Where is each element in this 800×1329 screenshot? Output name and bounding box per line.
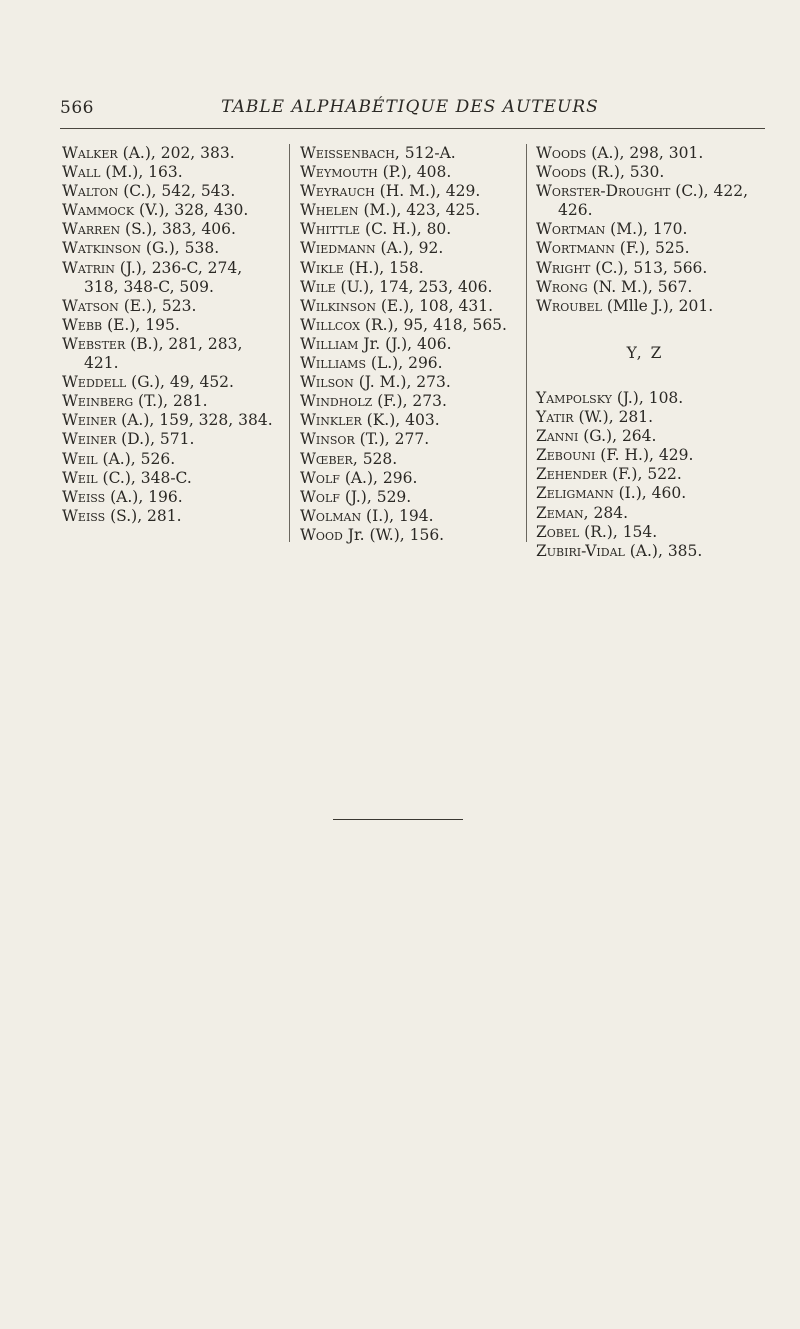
- author-name: Zobel: [536, 522, 580, 541]
- page-references: (A.), 196.: [105, 487, 183, 506]
- index-entry: [300, 278, 525, 297]
- index-entry: [300, 526, 525, 545]
- author-name: Weinberg: [62, 392, 134, 411]
- author-name: Weiner: [62, 411, 117, 430]
- column-divider: [526, 144, 527, 542]
- author-name: Wikle: [300, 258, 344, 277]
- page-references: (V.), 328, 430.: [134, 201, 249, 220]
- index-entry: [536, 504, 764, 523]
- page-number: 566: [60, 98, 94, 118]
- index-entry: [62, 411, 280, 430]
- index-entry: [300, 144, 525, 163]
- index-entry: [62, 239, 280, 258]
- page-references: (K.), 403.: [361, 411, 440, 430]
- index-entry: [536, 297, 764, 316]
- page-references: (C. H.), 80.: [360, 220, 452, 239]
- index-entry: [536, 239, 764, 258]
- footer-rule: [333, 819, 463, 820]
- page-references: (M.), 170.: [605, 220, 688, 239]
- page-references: (D.), 571.: [116, 430, 195, 449]
- index-entry: [62, 469, 280, 488]
- index-entry: [536, 163, 764, 182]
- page-references: (N. M.), 567.: [587, 277, 693, 296]
- page-references: (M.), 423, 425.: [358, 201, 481, 220]
- author-name: Yampolsky: [536, 388, 612, 407]
- page-references: (J.), 236-C, 274, 318, 348-C, 509.: [84, 258, 243, 296]
- author-name: Woods: [536, 144, 587, 162]
- index-entry: [300, 335, 525, 354]
- index-entry: [300, 373, 525, 392]
- author-name: Winkler: [300, 411, 362, 430]
- index-column-2: [300, 144, 525, 545]
- author-name: Wile: [300, 277, 336, 296]
- page-references: (F.), 273.: [372, 392, 447, 411]
- index-entry: [300, 220, 525, 239]
- page-references: Jr. (W.), 156.: [342, 525, 445, 544]
- page-references: (R.), 154.: [579, 522, 658, 541]
- page-references: (E.), 523.: [118, 296, 197, 315]
- page-references: (G.), 49, 452.: [126, 373, 234, 392]
- index-entry: [300, 488, 525, 507]
- page-references: Jr. (J.), 406.: [358, 334, 452, 353]
- index-entry: [536, 259, 764, 278]
- index-entry: [62, 144, 280, 163]
- author-name: Walker: [62, 144, 118, 162]
- author-name: Wroubel: [536, 296, 602, 315]
- author-name: Willcox: [300, 315, 360, 334]
- author-name: Watkinson: [62, 239, 141, 258]
- index-entry: [300, 201, 525, 220]
- author-name: Wortmann: [536, 239, 615, 258]
- author-name: Watrin: [62, 258, 115, 277]
- page-references: (A.), 526.: [97, 449, 176, 468]
- index-entry: [536, 465, 764, 484]
- author-name: Whittle: [300, 220, 361, 239]
- index-entry: [62, 507, 280, 526]
- index-entry: [536, 446, 764, 465]
- author-name: William: [300, 334, 359, 353]
- page-references: (C.), 513, 566.: [590, 258, 708, 277]
- author-name: Woods: [536, 163, 587, 182]
- author-name: Zehender: [536, 465, 608, 484]
- index-entry: [62, 488, 280, 507]
- index-entry: [300, 507, 525, 526]
- index-entry: [62, 335, 280, 373]
- author-name: Wolman: [300, 506, 362, 525]
- section-heading: Y, Z: [626, 343, 664, 362]
- page-references: (C.), 348-C.: [97, 468, 192, 487]
- page-references: (J. M.), 273.: [353, 373, 451, 392]
- running-title: TABLE ALPHABÉTIQUE DES AUTEURS: [221, 97, 599, 117]
- index-entry: [300, 239, 525, 258]
- page-references: (C.), 422, 426.: [558, 182, 748, 220]
- author-name: Webb: [62, 315, 103, 334]
- author-name: Wœber: [300, 449, 353, 468]
- author-name: Weil: [62, 449, 98, 468]
- index-entry: [300, 163, 525, 182]
- index-entry: [536, 144, 764, 163]
- page-references: (G.), 538.: [140, 239, 220, 258]
- page-references: (L.), 296.: [365, 354, 443, 373]
- author-name: Wiedmann: [300, 239, 376, 258]
- author-name: Warren: [62, 220, 121, 239]
- page-references: (F.), 525.: [614, 239, 690, 258]
- author-name: Worster-Drought: [536, 182, 671, 201]
- author-name: Weissenbach: [300, 144, 395, 162]
- index-entry: [62, 450, 280, 469]
- page-references: , 284.: [583, 503, 629, 522]
- header-rule: [60, 128, 765, 129]
- author-name: Wilkinson: [300, 296, 376, 315]
- index-entry: [300, 259, 525, 278]
- index-entry: [62, 373, 280, 392]
- index-entry: [62, 163, 280, 182]
- page-references: (S.), 281.: [105, 506, 182, 525]
- index-entry: [62, 259, 280, 297]
- page-references: (E.), 108, 431.: [375, 296, 494, 315]
- author-name: Wilson: [300, 373, 354, 392]
- page-references: (U.), 174, 253, 406.: [335, 277, 493, 296]
- index-entry: [62, 430, 280, 449]
- author-name: Weiss: [62, 487, 106, 506]
- author-name: Zebouni: [536, 446, 596, 465]
- index-entry: [300, 469, 525, 488]
- page-references: (F.), 522.: [607, 465, 682, 484]
- index-entry: [300, 297, 525, 316]
- page-references: (A.), 159, 328, 384.: [116, 411, 273, 430]
- page-references: (W.), 281.: [573, 408, 654, 427]
- index-entry: [300, 354, 525, 373]
- page-references: (F. H.), 429.: [595, 446, 694, 465]
- page-references: (A.), 385.: [624, 541, 703, 560]
- index-entry: [62, 297, 280, 316]
- author-name: Weddell: [62, 373, 127, 392]
- index-entry: [536, 427, 764, 446]
- author-name: Wolf: [300, 468, 340, 487]
- page-references: (A.), 298, 301.: [586, 144, 704, 162]
- author-name: Webster: [62, 334, 126, 353]
- index-entry: [536, 408, 764, 427]
- page-references: (A.), 202, 383.: [117, 144, 235, 162]
- author-name: Weyrauch: [300, 182, 375, 201]
- page-references: (R.), 95, 418, 565.: [359, 315, 507, 334]
- index-column-3: [536, 144, 764, 561]
- index-entry: [536, 389, 764, 408]
- page-references: , 512-A.: [394, 144, 456, 162]
- page-references: (A.), 296.: [339, 468, 418, 487]
- author-name: Weiss: [62, 506, 106, 525]
- page-references: (A.), 92.: [375, 239, 444, 258]
- page-references: (Mlle J.), 201.: [601, 296, 714, 315]
- page-references: (H. M.), 429.: [374, 182, 481, 201]
- page-references: (R.), 530.: [586, 163, 665, 182]
- author-name: Zeligmann: [536, 484, 614, 503]
- index-column-1: [62, 144, 280, 526]
- index-entry: [536, 220, 764, 239]
- author-name: Wammock: [62, 201, 135, 220]
- index-entry: [62, 220, 280, 239]
- page-references: (P.), 408.: [377, 163, 452, 182]
- index-entry: [300, 411, 525, 430]
- index-entry: [536, 523, 764, 542]
- author-name: Watson: [62, 296, 119, 315]
- index-entry: [300, 430, 525, 449]
- index-entry: [62, 182, 280, 201]
- index-entry: [536, 484, 764, 503]
- index-entry: [62, 201, 280, 220]
- index-entry: [62, 392, 280, 411]
- author-name: Weiner: [62, 430, 117, 449]
- author-name: Zeman: [536, 503, 584, 522]
- page-references: , 528.: [352, 449, 398, 468]
- author-name: Yatir: [536, 408, 574, 427]
- page-references: (S.), 383, 406.: [120, 220, 236, 239]
- author-name: Winsor: [300, 430, 355, 449]
- author-name: Wolf: [300, 487, 340, 506]
- page-references: (T.), 281.: [133, 392, 208, 411]
- author-name: Windholz: [300, 392, 373, 411]
- column-divider: [289, 144, 290, 542]
- page-references: (I.), 460.: [613, 484, 687, 503]
- author-name: Wright: [536, 258, 591, 277]
- author-name: Wrong: [536, 277, 588, 296]
- index-entry: [300, 316, 525, 335]
- author-name: Whelen: [300, 201, 359, 220]
- author-name: Zanni: [536, 427, 579, 446]
- author-name: Wood: [300, 525, 343, 544]
- page-references: (C.), 542, 543.: [118, 182, 236, 201]
- index-entry: [536, 542, 764, 561]
- index-entry: [300, 392, 525, 411]
- page-references: (G.), 264.: [578, 427, 657, 446]
- page-references: (J.), 529.: [339, 487, 412, 506]
- index-entry: [62, 316, 280, 335]
- author-name: Weymouth: [300, 163, 378, 182]
- page-references: (I.), 194.: [361, 506, 434, 525]
- index-entry: [536, 278, 764, 297]
- page-references: (B.), 281, 283, 421.: [84, 334, 243, 373]
- page-references: (E.), 195.: [102, 315, 180, 334]
- page-references: (J.), 108.: [611, 388, 684, 407]
- page-references: (M.), 163.: [100, 163, 183, 182]
- author-name: Walton: [62, 182, 119, 201]
- author-name: Wall: [62, 163, 101, 182]
- author-name: Wortman: [536, 220, 606, 239]
- index-entry: [300, 450, 525, 469]
- author-name: Zubiri-Vidal: [536, 541, 625, 560]
- author-name: Williams: [300, 354, 366, 373]
- author-name: Weil: [62, 468, 98, 487]
- page-references: (T.), 277.: [354, 430, 430, 449]
- index-entry: [536, 182, 764, 220]
- page-references: (H.), 158.: [343, 258, 424, 277]
- index-entry: [300, 182, 525, 201]
